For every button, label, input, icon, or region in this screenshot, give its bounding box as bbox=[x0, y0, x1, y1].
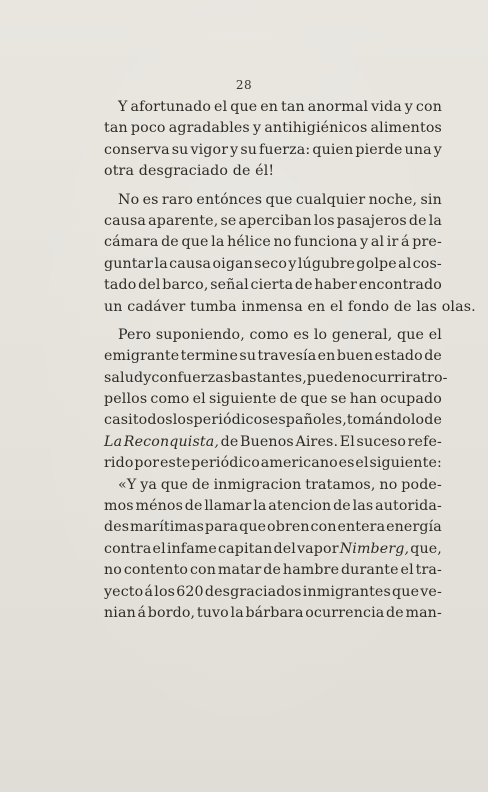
text-line: contra el infame capitan del vapor Nimberg, que, bbox=[104, 540, 442, 557]
body-text bbox=[104, 97, 476, 624]
text-line: guntar la causa oigan seco y lúgubre golpe al cos- bbox=[104, 255, 442, 272]
text-line: Y afortunado el que en tan anormal vida y con bbox=[118, 99, 442, 115]
text-line: tado del barco, señal cierta de haber encontrado bbox=[104, 277, 442, 294]
text-line: rido por este periódico americano es el siguiente: bbox=[104, 455, 442, 472]
text-line: pellos como el siguiente de que se han ocupado bbox=[104, 391, 442, 408]
text-line: nian á bordo, tuvo la bárbara ocurrencia de man- bbox=[104, 604, 442, 621]
text-line: mos ménos de llamar la atencion de las autorida- bbox=[104, 498, 442, 515]
paragraph-gap bbox=[104, 183, 442, 190]
text-line: no contento con matar de hambre durante el tra- bbox=[104, 562, 442, 579]
paragraph-gap bbox=[104, 318, 442, 325]
text-line: salud y con fuerzas bastantes, pueden ocurrir atro- bbox=[104, 369, 448, 386]
text-line: un cadáver tumba inmensa en el fondo de las olas. bbox=[104, 298, 476, 315]
text-line: «Y ya que de inmigracion tratamos, no pode- bbox=[118, 476, 442, 493]
text-line: tan poco agradables y antihigiénicos alimentos bbox=[104, 120, 442, 137]
text-line: cámara de que la hélice no funciona y al ir á pre- bbox=[104, 234, 442, 251]
text-line: des marítimas para que obren con entera energía bbox=[104, 519, 442, 536]
text-line: Pero suponiendo, como es lo general, que el bbox=[118, 326, 442, 343]
text-line: causa aparente, se aperciban los pasajeros de la bbox=[104, 212, 442, 229]
text-line: otra desgraciado de él! bbox=[104, 163, 275, 180]
text-line: emigrante termine su travesía en buen estado de bbox=[104, 348, 442, 365]
text-line: La Reconquista, de Buenos Aires. El suceso refe- bbox=[104, 433, 442, 450]
page-number: 28 bbox=[235, 78, 253, 92]
text-line: conserva su vigor y su fuerza: quien pierde una y bbox=[104, 141, 442, 158]
text-line: yecto á los 620 desgraciados inmigrantes que ve- bbox=[104, 583, 442, 600]
text-line: casi todos los periódicos españoles, tomándolo de bbox=[104, 412, 443, 429]
text-line: No es raro entónces que cualquier noche, sin bbox=[118, 191, 442, 208]
